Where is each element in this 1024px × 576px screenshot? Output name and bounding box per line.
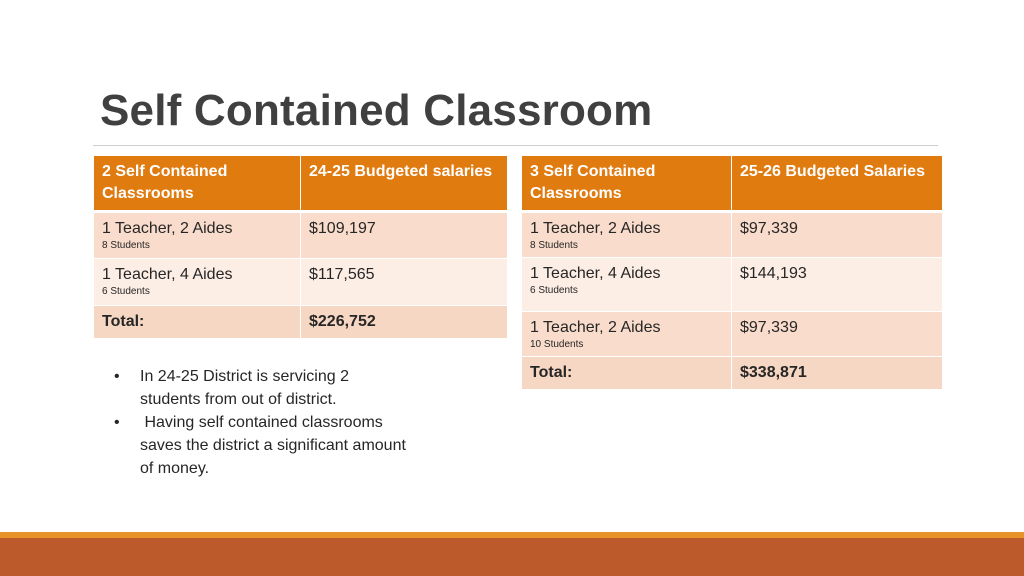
bullet-text: Having self contained classrooms saves the district a significant amount of money. (140, 414, 411, 477)
row-label: 1 Teacher, 2 Aides (102, 220, 233, 237)
title-divider (93, 145, 938, 146)
row-label-cell (522, 258, 732, 312)
footer-bar (0, 538, 1024, 576)
table-row (522, 258, 943, 312)
table-row (522, 312, 943, 357)
total-value: $338,871 (732, 357, 943, 390)
row-label: 1 Teacher, 4 Aides (530, 265, 661, 282)
list-item (112, 365, 412, 411)
row-label: 1 Teacher, 4 Aides (102, 266, 233, 283)
row-value: $109,197 (301, 212, 508, 259)
row-label-cell (94, 212, 301, 259)
row-students: 8 Students (530, 240, 578, 251)
table-row (522, 212, 943, 258)
bullet-icon: • (114, 414, 120, 431)
row-label-cell (94, 259, 301, 306)
right-salary-table (521, 155, 943, 390)
row-students: 6 Students (530, 285, 578, 296)
list-item (112, 411, 412, 480)
row-value: $97,339 (732, 212, 943, 258)
right-table-header-row (522, 156, 943, 212)
left-header-classrooms: 2 Self Contained Classrooms (94, 156, 301, 212)
left-table-header-row (94, 156, 508, 212)
table-row (94, 259, 508, 306)
bullet-icon: • (114, 368, 120, 385)
total-value: $226,752 (301, 306, 508, 339)
table-row (94, 212, 508, 259)
right-header-classrooms: 3 Self Contained Classrooms (522, 156, 732, 212)
row-value: $97,339 (732, 312, 943, 357)
row-label-cell (522, 212, 732, 258)
bullet-text: In 24-25 District is servicing 2 students from out of district. (140, 368, 349, 408)
row-label: 1 Teacher, 2 Aides (530, 319, 661, 336)
row-students: 10 Students (530, 339, 584, 350)
total-label: Total: (94, 306, 301, 339)
row-label: 1 Teacher, 2 Aides (530, 220, 661, 237)
left-header-salaries: 24-25 Budgeted salaries (301, 156, 508, 212)
slide-title: Self Contained Classroom (100, 86, 653, 135)
row-value: $144,193 (732, 258, 943, 312)
total-row (522, 357, 943, 390)
right-header-salaries: 25-26 Budgeted Salaries (732, 156, 943, 212)
total-row (94, 306, 508, 339)
bullet-list (112, 365, 412, 480)
row-students: 6 Students (102, 286, 150, 297)
row-students: 8 Students (102, 240, 150, 251)
total-label: Total: (522, 357, 732, 390)
row-label-cell (522, 312, 732, 357)
left-salary-table (93, 155, 508, 339)
row-value: $117,565 (301, 259, 508, 306)
